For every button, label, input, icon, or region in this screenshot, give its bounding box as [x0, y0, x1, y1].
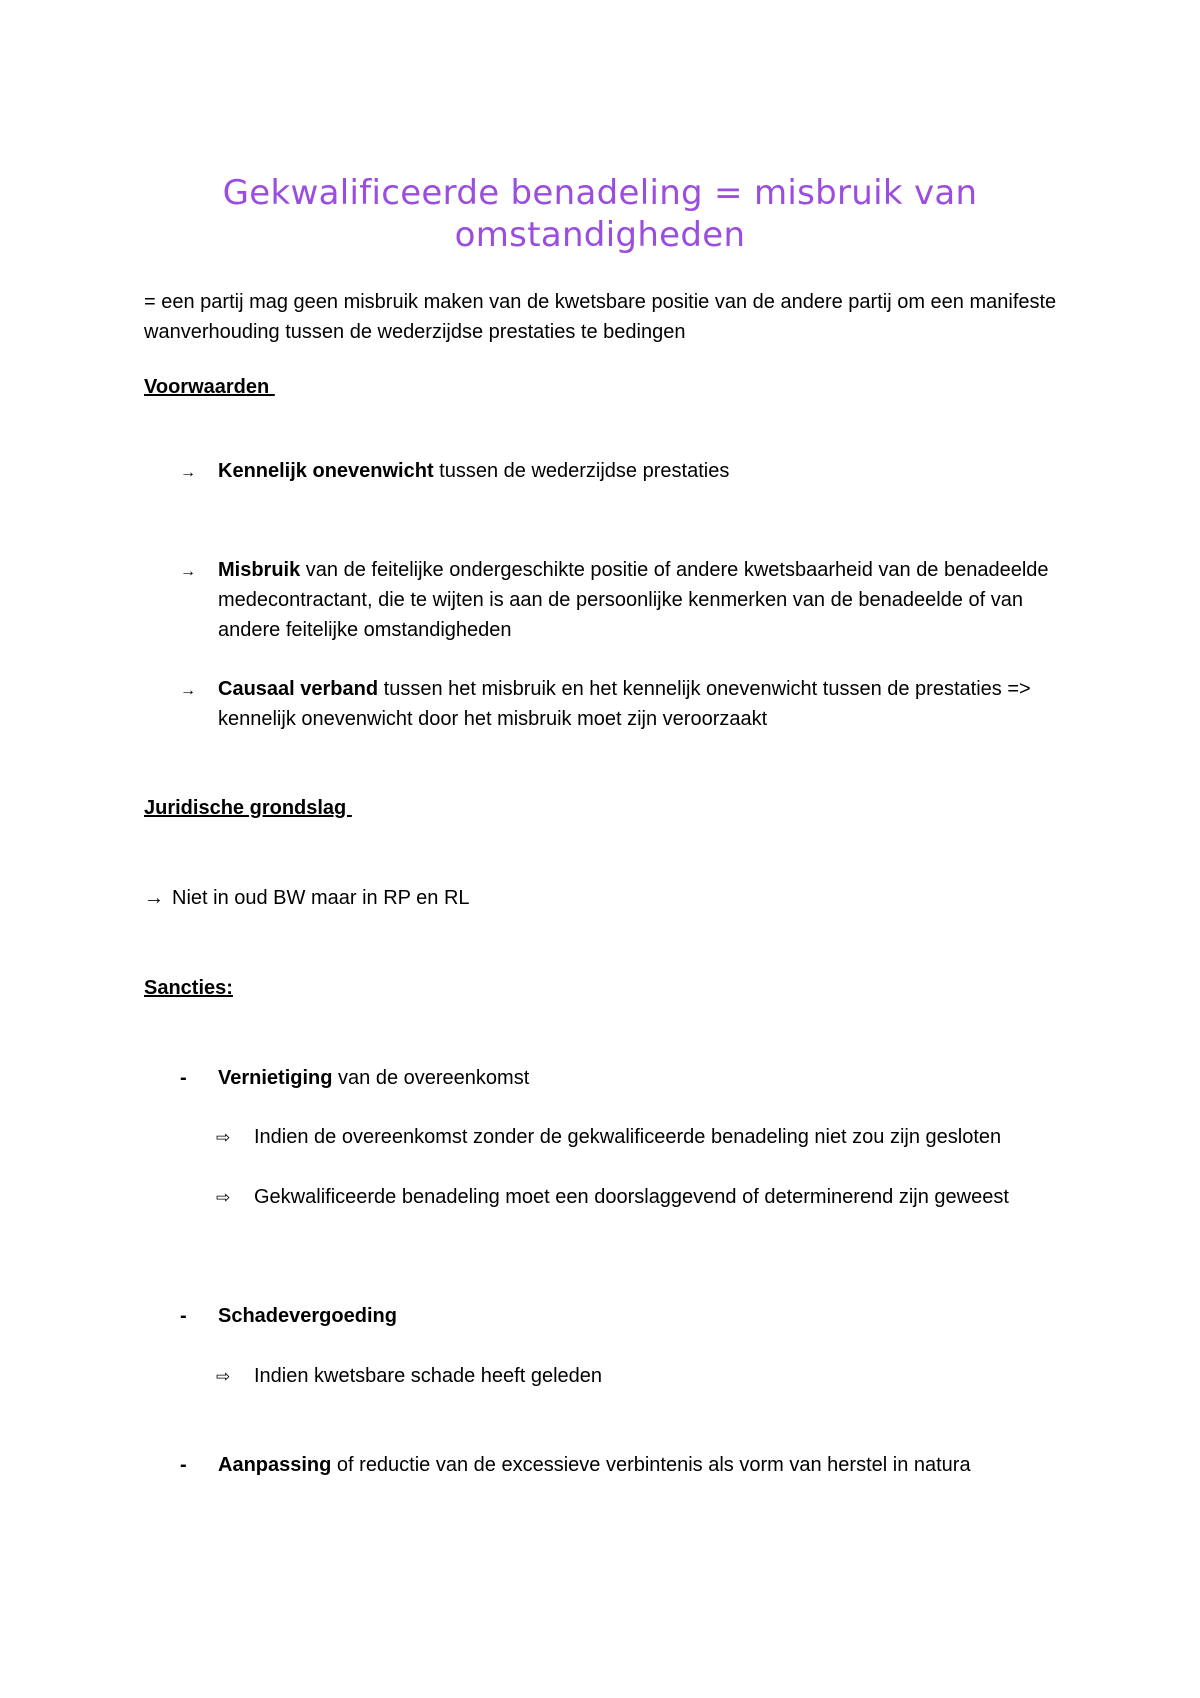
right-arrow-icon: →: [180, 464, 196, 481]
right-arrow-icon: →: [180, 563, 196, 580]
sanction-item: [180, 1450, 1080, 1480]
condition-text: van de feitelijke ondergeschikte positie of andere kwetsbaarheid van de benadeelde medecontractant, die te wijten is aan de persoonlijke kenmerken van de benadeelde of van andere feitelijke omstandigheden: [218, 559, 1049, 641]
grondslag-item: [144, 883, 470, 913]
sancties-heading: Sancties:: [144, 977, 233, 999]
voorwaarden-heading: Voorwaarden: [144, 376, 275, 398]
dash-bullet-icon: -: [180, 1305, 187, 1327]
condition-item: [180, 674, 1080, 734]
sanction-text: van de overeenkomst: [332, 1067, 530, 1089]
sanction-subitem: [216, 1182, 1076, 1212]
document-title: Gekwalificeerde benadeling = misbruik van omstandigheden: [222, 173, 978, 255]
outline-arrow-icon: ⇨: [216, 1188, 231, 1207]
condition-text: tussen het misbruik en het kennelijk onevenwicht tussen de prestaties => kennelijk onevenwicht door het misbruik moet zijn veroorzaakt: [218, 678, 1031, 730]
condition-item: [180, 456, 1080, 486]
outline-arrow-icon: ⇨: [216, 1367, 231, 1386]
condition-term: Misbruik: [218, 559, 301, 581]
condition-term: Kennelijk onevenwicht: [218, 460, 434, 482]
sanction-text: of reductie van de excessieve verbintenis als vorm van herstel in natura: [331, 1454, 971, 1476]
sanction-item: [180, 1063, 1080, 1093]
sanction-term: Aanpassing: [218, 1454, 332, 1476]
sanction-subitem-text: Gekwalificeerde benadeling moet een doorslaggevend of determinerend zijn geweest: [254, 1186, 1009, 1208]
dash-bullet-icon: -: [180, 1067, 187, 1089]
definition-paragraph: = een partij mag geen misbruik maken van de kwetsbare positie van de andere partij om een manifeste wanverhouding tussen de wederzijdse prestaties te bedingen: [144, 291, 1057, 343]
right-arrow-icon: →: [144, 887, 164, 909]
condition-text: tussen de wederzijdse prestaties: [433, 460, 730, 482]
sanction-item: [180, 1301, 1080, 1331]
sanction-subitem-text: Indien kwetsbare schade heeft geleden: [254, 1365, 603, 1387]
condition-item: [180, 555, 1080, 645]
outline-arrow-icon: ⇨: [216, 1128, 231, 1147]
sanction-term: Schadevergoeding: [218, 1305, 397, 1327]
sanction-subitem-text: Indien de overeenkomst zonder de gekwalificeerde benadeling niet zou zijn gesloten: [254, 1126, 1002, 1148]
sanction-subitem: [216, 1361, 1076, 1391]
sanction-subitem: [216, 1122, 1076, 1152]
sanction-term: Vernietiging: [218, 1067, 333, 1089]
grondslag-heading: Juridische grondslag: [144, 797, 352, 819]
right-arrow-icon: →: [180, 682, 196, 699]
dash-bullet-icon: -: [180, 1454, 187, 1476]
grondslag-text: Niet in oud BW maar in RP en RL: [172, 887, 470, 909]
condition-term: Causaal verband: [218, 678, 379, 700]
